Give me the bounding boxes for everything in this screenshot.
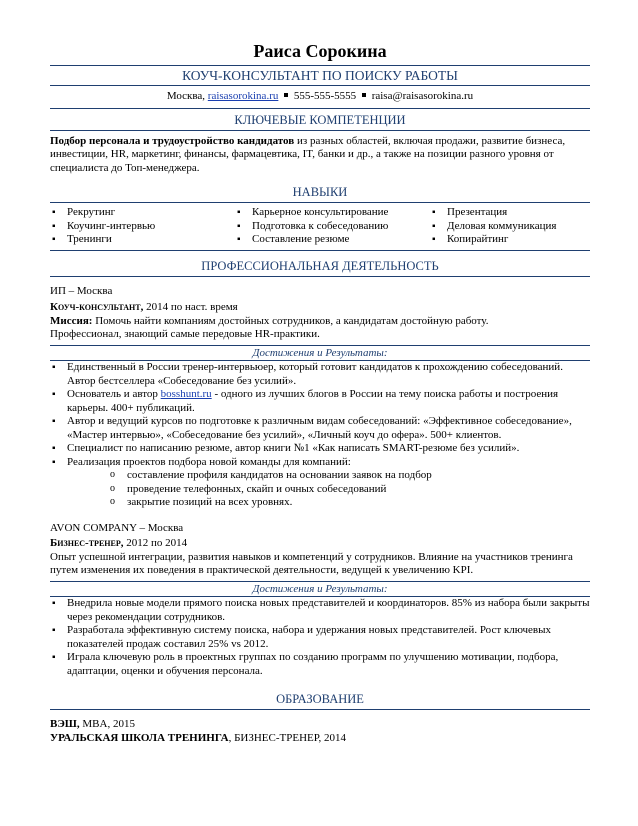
job1-summary: Профессионал, знающий самые передовые HR-практики. bbox=[50, 328, 320, 340]
skill-item: ▪ Коучинг-интервью bbox=[50, 220, 230, 234]
skills-column-2 bbox=[235, 206, 425, 247]
achievement-item: ▪ Единственный в России тренер-интервьюер, который готовит кандидатов к прохождению собеседований. Автор бестселлера «Собеседование без усилий». bbox=[50, 361, 590, 388]
phone: 555-555-5555 bbox=[293, 90, 357, 102]
education-item bbox=[50, 732, 590, 746]
job2-role: Бизнес-тренер, bbox=[50, 537, 124, 549]
candidate-name: Раиса Сорокина bbox=[253, 41, 387, 61]
competencies-text bbox=[50, 135, 590, 176]
city: Москва, bbox=[166, 90, 206, 102]
education-detail: , БИЗНЕС-ТРЕНЕР, 2014 bbox=[228, 731, 346, 744]
skill-item: ▪ Презентация bbox=[430, 206, 590, 220]
website-link[interactable]: raisasorokina.ru bbox=[207, 90, 279, 102]
achievement-text: Основатель и автор bbox=[67, 388, 161, 400]
experience-heading: ПРОФЕССИОНАЛЬНАЯ ДЕЯТЕЛЬНОСТЬ bbox=[50, 255, 590, 277]
achievement-item: ▪ Автор и ведущий курсов по подготовке к различным видам собеседований: «Эффективное собеседование», «Мастер интервью», «Собеседование без усилий», «Личный коуч до офера». 500+ клиентов. bbox=[50, 415, 590, 442]
achievement-text: - одного из лучших блогов в России на тему поиска работы и построения карьеры. 400+ публикаций. bbox=[67, 388, 559, 414]
sub-item: o проведение телефонных, скайп и очных собеседований bbox=[110, 483, 590, 497]
skills-column-1 bbox=[50, 206, 230, 247]
education-school: УРАЛЬСКАЯ ШКОЛА ТРЕНИНГА bbox=[50, 731, 229, 744]
achievement-item: ▪ Разработала эффективную систему поиска, набора и удержания новых представителей. Рост ключевых показателей продаж составил 25% vs 2012. bbox=[50, 624, 590, 651]
resume-page bbox=[50, 40, 590, 745]
job1-role: Коуч-консультант, bbox=[50, 301, 144, 313]
job-title: КОУЧ-КОНСУЛЬТАНТ ПО ПОИСКУ РАБОТЫ bbox=[50, 65, 590, 86]
achievement-item: ▪ Реализация проектов подбора новой команды для компаний: bbox=[50, 456, 590, 470]
job2-employer: AVON COMPANY – Москва bbox=[50, 521, 184, 534]
bosshunt-link[interactable]: bosshunt.ru bbox=[160, 388, 212, 400]
skills-column-3 bbox=[430, 206, 590, 247]
competencies-lead: Подбор персонала и трудоустройство кандидатов bbox=[50, 134, 295, 147]
competencies-body: из разных областей, включая продажи, развитие бизнеса, инвестиции, HR, маркетинг, финансы, фармацевтика, IT, банки и др., а также на позиции разного уровня от специалиста до Топ-менеджера. bbox=[50, 134, 566, 174]
achievement-item: ▪ Внедрила новые модели прямого поиска новых представителей и координаторов. 85% из набора были закрыты через рекомендации сотрудников. bbox=[50, 597, 590, 624]
job2-achievements bbox=[50, 597, 590, 678]
bullet-square-icon bbox=[362, 93, 366, 97]
skills-heading: НАВЫКИ bbox=[50, 181, 590, 203]
achievement-item bbox=[50, 388, 590, 415]
job2-role-line bbox=[50, 537, 590, 551]
sub-item: o закрытие позиций на всех уровнях. bbox=[110, 496, 590, 510]
email: raisa@raisasorokina.ru bbox=[371, 90, 474, 102]
job1-achievements-heading: Достижения и Результаты: bbox=[50, 345, 590, 362]
skill-item: ▪ Рекрутинг bbox=[50, 206, 230, 220]
mission-label: Миссия: bbox=[50, 314, 93, 327]
bullet-square-icon bbox=[284, 93, 288, 97]
education-detail: MBA, 2015 bbox=[79, 718, 135, 730]
sub-item: o составление профиля кандидатов на основании заявок на подбор bbox=[110, 469, 590, 483]
job1-employer: ИП – Москва bbox=[50, 284, 113, 297]
achievement-item: ▪ Специалист по написанию резюме, автор книги №1 «Как написать SMART-резюме без усилий». bbox=[50, 442, 590, 456]
competencies-heading: КЛЮЧЕВЫЕ КОМПЕТЕНЦИИ bbox=[50, 108, 590, 131]
skill-item: ▪ Подготовка к собеседованию bbox=[235, 220, 425, 234]
skill-item: ▪ Копирайтинг bbox=[430, 233, 590, 247]
job1-dates: 2014 по наст. время bbox=[143, 301, 238, 313]
skill-item: ▪ Карьерное консультирование bbox=[235, 206, 425, 220]
achievement-item: ▪ Играла ключевую роль в проектных группах по созданию программ по улучшению мотивации, подбора, адаптации, оценки и обучения персонала. bbox=[50, 651, 590, 678]
skill-item: ▪ Тренинги bbox=[50, 233, 230, 247]
contact-line bbox=[50, 86, 590, 108]
skills-grid bbox=[50, 203, 590, 251]
job2-dates: 2012 по 2014 bbox=[123, 537, 188, 549]
job2-summary: Опыт успешной интеграции, развития навыков и компетенций у сотрудников. Влияние на участников тренинга путем изменения их поведения в практической деятельности, ведущей к увеличению KPI. bbox=[50, 550, 573, 576]
job1-role-line bbox=[50, 301, 590, 315]
job1-achievements bbox=[50, 361, 590, 469]
education-school: ВЭШ, bbox=[50, 718, 80, 730]
mission-text: Помочь найти компаниям достойных сотрудников, а кандидатам достойную работу. bbox=[92, 314, 489, 327]
job2-achievements-heading: Достижения и Результаты: bbox=[50, 581, 590, 598]
job1-sub-list bbox=[50, 469, 590, 510]
skill-item: ▪ Деловая коммуникация bbox=[430, 220, 590, 234]
education-item bbox=[50, 718, 590, 732]
education-heading: ОБРАЗОВАНИЕ bbox=[50, 688, 590, 710]
job1-mission bbox=[50, 315, 590, 329]
skill-item: ▪ Составление резюме bbox=[235, 233, 425, 247]
